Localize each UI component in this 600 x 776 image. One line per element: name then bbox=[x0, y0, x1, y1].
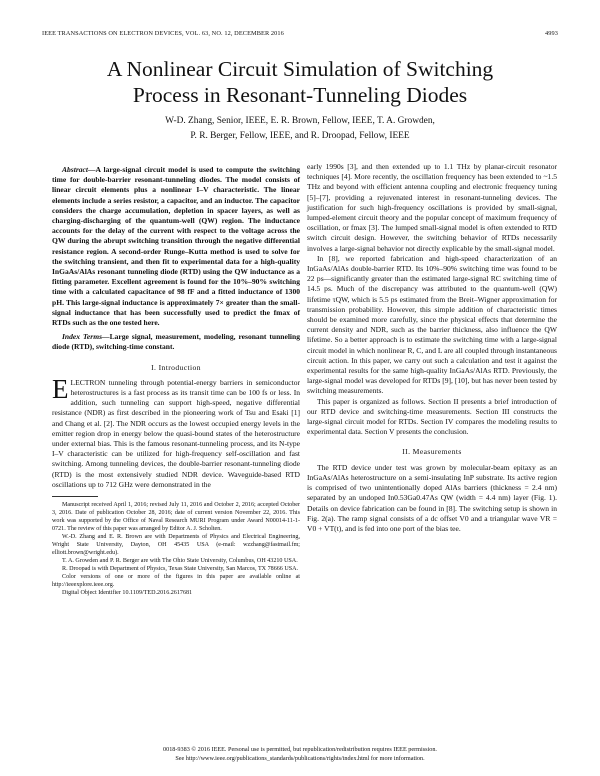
right-column bbox=[307, 162, 557, 534]
footnote-affiliation-3: R. Droopad is with Department of Physics, Texas State University, San Marcos, TX 78666 USA. bbox=[62, 566, 299, 573]
section-heading-measurements: II. Measurements bbox=[402, 447, 462, 457]
paper-title bbox=[40, 56, 560, 108]
title-line-2: Process in Resonant-Tunneling Diodes bbox=[132, 83, 468, 107]
rights-link-line: See http://www.ieee.org/publications_standards/publications/rights/index.html for more information. bbox=[175, 754, 425, 762]
introduction-paragraph bbox=[52, 373, 300, 490]
index-terms-text: Large signal, measurement, modeling, resonant tunneling diode (RTD), switching-time constant. bbox=[52, 332, 300, 352]
drop-cap: E bbox=[52, 373, 69, 404]
page-number: 4993 bbox=[545, 30, 558, 37]
authors-line-2: P. R. Berger, Fellow, IEEE, and R. Droopad, Fellow, IEEE bbox=[190, 131, 410, 141]
body-paragraph-3: This paper is organized as follows. Section II presents a brief introduction of our RTD device and switching-time measurements. Section III constructs the large-signal circuit model for RTDs. Section IV compares the modeling results to experimental data. Section V presents the conclusion. bbox=[307, 396, 557, 437]
footnote-affiliation-2: T. A. Growden and P. R. Berger are with The Ohio State University, Columbus, OH 43210 USA. bbox=[62, 558, 298, 565]
body-paragraph-1: early 1990s [3], and then extended up to 1.1 THz by planar-circuit resonator techniques [4]. More recently, the oscillation frequency has been extended to ~1.5 THz and beyond with efficient antenna coupling and electronic frequency tuning [5]–[7], providing a rejuvenated interest in resonant-tunneling devices. The justification for such high-frequency oscillations is provided by small-signal, lumped-element circuit theory and the popular concept of maximum frequency of oscillation, or fmax [3]. The lumped small-signal model is often extended to RTD switch circuit design. However, the switching behavior of RTDs necessarily involves a large-signal behavior not directly explicable by the small-signal model. bbox=[307, 162, 557, 253]
authors-line-1: W-D. Zhang, Senior, IEEE, E. R. Brown, Fellow, IEEE, T. A. Growden, bbox=[165, 116, 435, 126]
footnote-divider bbox=[52, 496, 98, 497]
body-paragraph-4: The RTD device under test was grown by molecular-beam epitaxy as an InGaAs/AlAs heterostructure on a semi-insulating InP substrate. Its active region is comprised of two unintentionally doped AlAs barriers (thickness = 2.4 nm) separated by an undoped In0.53Ga0.47As QW (width = 4.4 nm) layer (Fig. 1). Details on device fabrication can be found in [8]. The switching setup is shown in Fig. 2(a). The ramp signal consists of a dc offset V0 and a triangular wave VR = V0 + VT(t), and is fed into one port of the bias tee. bbox=[307, 462, 557, 533]
section-heading-introduction: I. Introduction bbox=[151, 362, 201, 372]
copyright-footer bbox=[40, 746, 560, 763]
footnote-color: Color versions of one or more of the figures in this paper are available online at http://ieeexplore.ieee.org. bbox=[52, 574, 300, 589]
footnote-manuscript: Manuscript received April 1, 2016; revised July 11, 2016 and October 2, 2016; accepted October 3, 2016. Date of publication October 28, 2016; date of current version November 22, 2016. This work was supported by the Office of Naval Research MURI Program under Award N00014-11-1-0721. The review of this paper was arranged by Editor A. J. Scholten. bbox=[52, 502, 300, 533]
abstract bbox=[52, 165, 300, 328]
footnote-affiliation-1: W.-D. Zhang and E. R. Brown are with Departments of Physics and Electrical Engineering, Wright State University, Dayton, OH 45435 USA (e-mail: wzzhang@fastmail.fm; elliott.brown@wright.edu). bbox=[52, 534, 300, 557]
index-terms-label: Index Terms— bbox=[62, 332, 110, 342]
index-terms bbox=[52, 332, 300, 352]
left-column bbox=[52, 165, 300, 597]
copyright-line: 0018-9383 © 2016 IEEE. Personal use is permitted, but republication/redistribution requires IEEE permission. bbox=[163, 746, 437, 753]
abstract-text: A large-signal circuit model is used to compute the switching time for double-barrier resonant-tunneling diodes. The model consists of linear circuit elements plus a nonlinear I–V characteristic. The linear elements include a series resistor, a capacitor, and an inductor. The capacitor considers the charge accumulation, depletion in spacer layers, as well as charging-discharging of the quantum-well (QW) region. The inductance accounts for the delay of the current with respect to the voltage across the QW during the abrupt switching transition through the negative differential resistance region. A second-order Runge–Kutta method is used to solve for the switching transient, and then fit to experimental data for a high-quality InGaAs/AlAs resonant tunneling diode (RTD) using the QW inductance as a fitting parameter. Excellent agreement is found for the 10%–90% switching time with a calculated capacitance of 98 fF and a fitted inductance of 1300 pH. This large-signal inductance is approximately 7× greater than the small-signal inductance that has been successfully used to predict the fmax of RTDs such as the one tested here. bbox=[52, 165, 300, 328]
body-paragraph-2: In [8], we reported fabrication and high-speed characterization of an InGaAs/AlAs double-barrier RTD. Its 10%–90% switching time was found to be 22 ps—significantly greater than the estimated large-signal RC switching time of 14.5 ps. Much of the discrepancy was attributed to the quantum-well (QW) lifetime τQW, which is 5.5 ps estimated from the Breit–Wigner approximation for transmission probability. However, this simple addition of characteristic times should be examined more carefully, since the physical effects that determine the current density and NDR, such as the barrier thickness, also influence the QW lifetime. So a better approach is to estimate the switching time with a large-signal circuit model in which nonlinear R, C, and L are all coupled through instantaneous circuit action. In this paper, we carry out such a calculation and test it against the experimental results for the same high-quality InGaAs/AlAs RTD. Previously, the large-signal model was developed for RTDs [9], [10], but has never been tested by switching measurements. bbox=[307, 253, 557, 396]
abstract-label: Abstract— bbox=[62, 165, 96, 174]
running-header bbox=[42, 30, 558, 37]
journal-name: IEEE TRANSACTIONS ON ELECTRON DEVICES, VOL. 63, NO. 12, DECEMBER 2016 bbox=[42, 30, 284, 37]
footnote-doi: Digital Object Identifier 10.1109/TED.2016.2617681 bbox=[62, 590, 193, 597]
introduction-text: LECTRON tunneling through potential-energy barriers in semiconductor heterostructures is a fast process as its transit time can be 100 fs or less. In addition, such tunneling can support high-speed, negative differential resistance (NDR) as first described in the pioneering work of Tsu and Esaki [1] and Chang et al. [2]. The NDR occurs as the lowest occupied energy levels in the emitter region drop in energy below the quasi-bound states of the heterostructure under external bias. This is the famous resonant-tunneling process, and its N-type I–V characteristic can be utilized for high-frequency self-oscillation and fast switching. Among tunneling devices, the double-barrier resonant-tunneling diode (RTD) is the most extensively studied NDR device. Waveguide-based RTD oscillations up to 712 GHz were demonstrated in the bbox=[52, 377, 300, 489]
author-list bbox=[40, 114, 560, 144]
title-line-1: A Nonlinear Circuit Simulation of Switching bbox=[106, 57, 494, 81]
